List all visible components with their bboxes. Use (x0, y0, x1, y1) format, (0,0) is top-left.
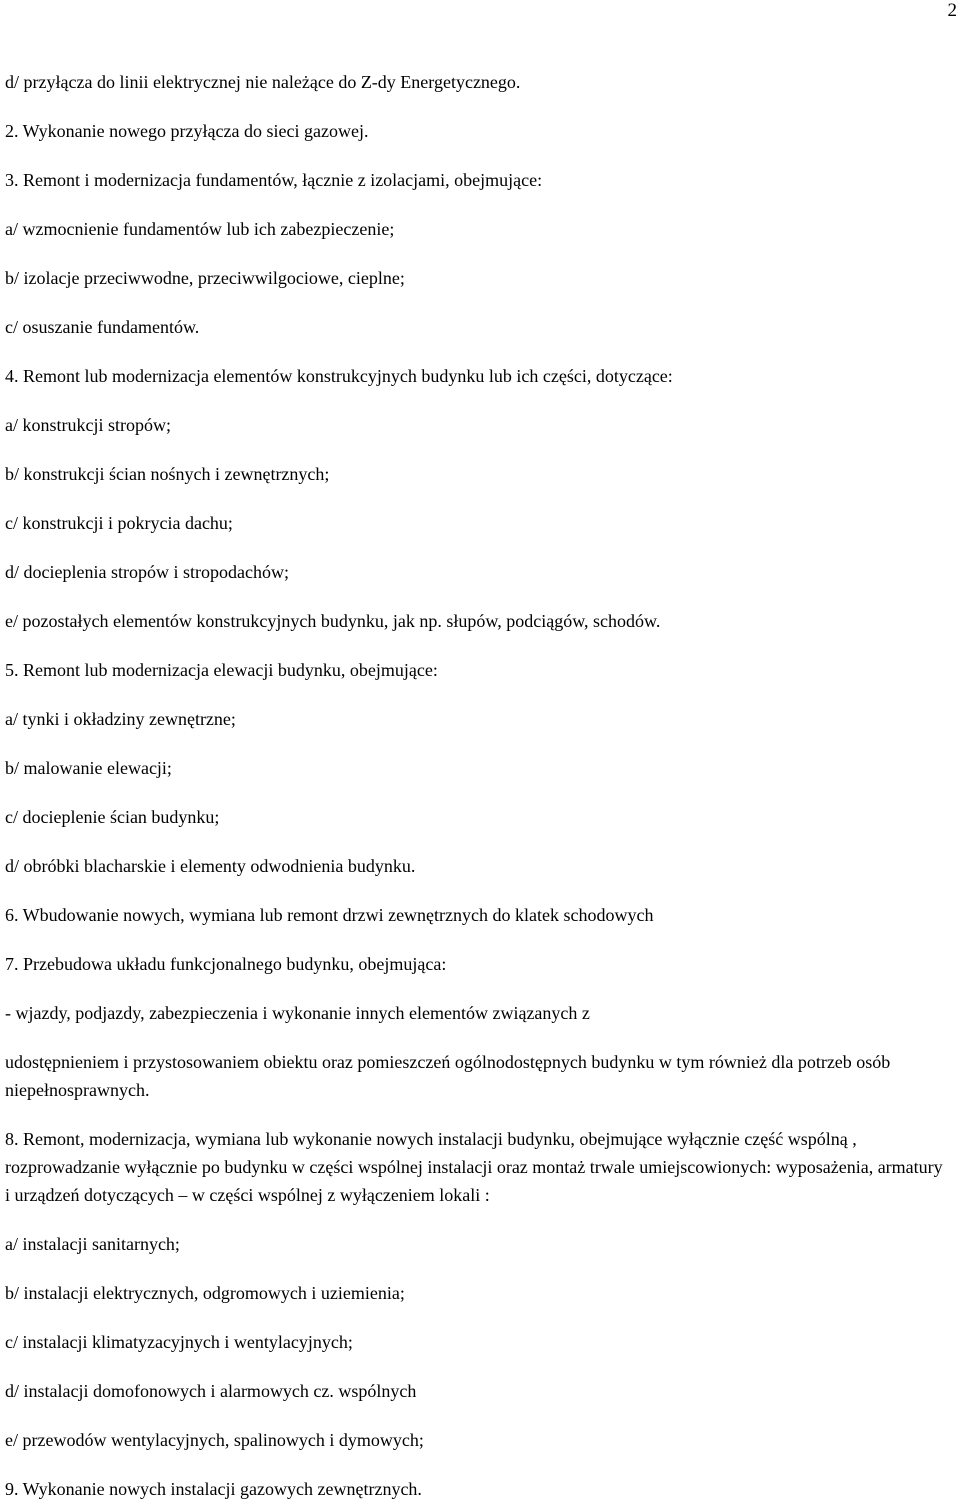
text-line-item-4b: b/ konstrukcji ścian nośnych i zewnętrznych; (5, 464, 330, 484)
text-line-item-3: 3. Remont i modernizacja fundamentów, łącznie z izolacjami, obejmujące: (5, 170, 543, 190)
text-line-item-3a: a/ wzmocnienie fundamentów lub ich zabezpieczenie; (5, 219, 395, 239)
text-line-item-8c: c/ instalacji klimatyzacyjnych i wentylacyjnych; (5, 1332, 353, 1352)
text-line-item-4c: c/ konstrukcji i pokrycia dachu; (5, 513, 233, 533)
text-line-item-4a: a/ konstrukcji stropów; (5, 415, 171, 435)
text-line-item-5: 5. Remont lub modernizacja elewacji budynku, obejmujące: (5, 660, 438, 680)
text-line-item-2: 2. Wykonanie nowego przyłącza do sieci gazowej. (5, 121, 369, 141)
text-line-item-5b: b/ malowanie elewacji; (5, 758, 172, 778)
text-line-item-5c: c/ docieplenie ścian budynku; (5, 807, 220, 827)
text-line-item-4: 4. Remont lub modernizacja elementów konstrukcyjnych budynku lub ich części, dotyczące: (5, 366, 673, 386)
text-line-item-4e: e/ pozostałych elementów konstrukcyjnych budynku, jak np. słupów, podciągów, schodów. (5, 611, 661, 631)
text-paragraph-item-8: 8. Remont, modernizacja, wymiana lub wykonanie nowych instalacji budynku, obejmujące wyłącznie część wspólną , rozprowadzanie wyłącznie po budynku w części wspólnej instalacji oraz montaż trwale umiejscowionych: wyposażenia, armatury i urządzeń dotyczących – w części wspólnej z wyłączeniem lokali : (5, 1129, 943, 1205)
text-line-item-8a: a/ instalacji sanitarnych; (5, 1234, 180, 1254)
text-line-item-3c: c/ osuszanie fundamentów. (5, 317, 200, 337)
text-line-przylacza-elektryczne: d/ przyłącza do linii elektrycznej nie należące do Z-dy Energetycznego. (5, 72, 521, 92)
page-number: 2 (947, 0, 957, 21)
text-line-item-6: 6. Wbudowanie nowych, wymiana lub remont drzwi zewnętrznych do klatek schodowych (5, 905, 654, 925)
text-line-item-8b: b/ instalacji elektrycznych, odgromowych i uziemienia; (5, 1283, 405, 1303)
text-line-item-5d: d/ obróbki blacharskie i elementy odwodnienia budynku. (5, 856, 416, 876)
text-line-item-9: 9. Wykonanie nowych instalacji gazowych zewnętrznych. (5, 1479, 422, 1499)
text-line-item-7: 7. Przebudowa układu funkcjonalnego budynku, obejmująca: (5, 954, 447, 974)
text-line-item-5a: a/ tynki i okładziny zewnętrzne; (5, 709, 236, 729)
text-line-item-8e: e/ przewodów wentylacyjnych, spalinowych i dymowych; (5, 1430, 424, 1450)
text-line-item-8d: d/ instalacji domofonowych i alarmowych cz. wspólnych (5, 1381, 417, 1401)
text-line-item-7-wjazdy: - wjazdy, podjazdy, zabezpieczenia i wykonanie innych elementów związanych z (5, 1003, 590, 1023)
text-paragraph-item-7-udostepnienie: udostępnieniem i przystosowaniem obiektu oraz pomieszczeń ogólnodostępnych budynku w tym również dla potrzeb osób niepełnosprawnych. (5, 1052, 891, 1100)
text-line-item-4d: d/ docieplenia stropów i stropodachów; (5, 562, 289, 582)
text-line-item-3b: b/ izolacje przeciwwodne, przeciwwilgociowe, cieplne; (5, 268, 405, 288)
